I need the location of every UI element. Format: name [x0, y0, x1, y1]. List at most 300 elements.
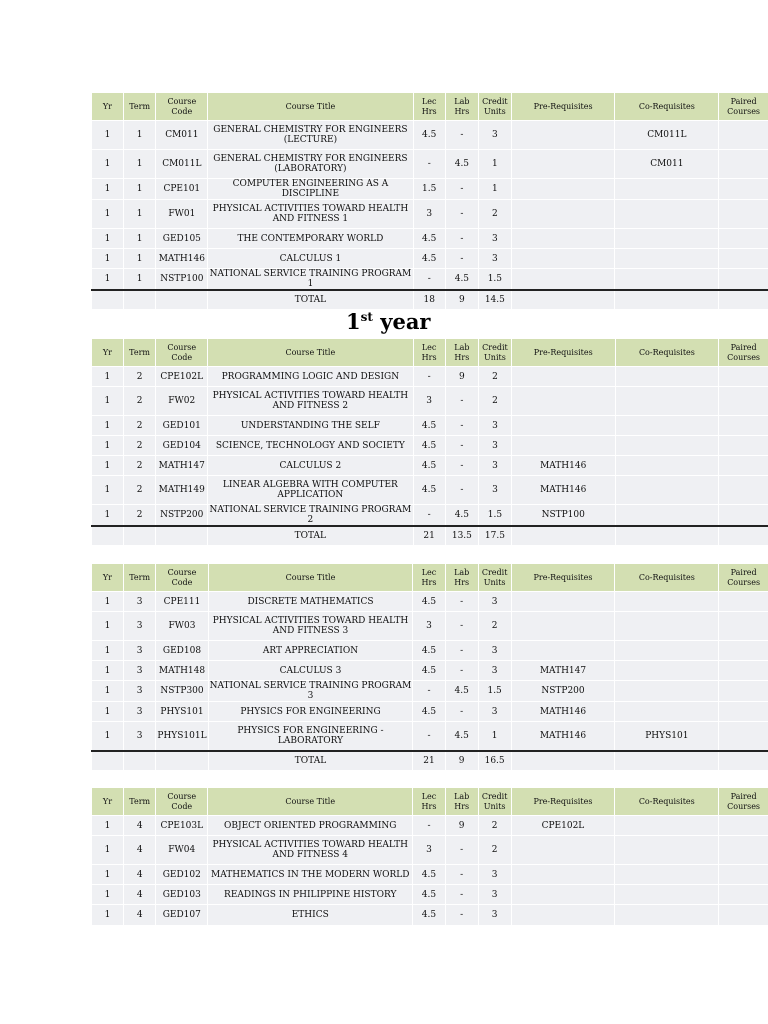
cell-lec: - — [413, 816, 445, 836]
cell-coreq — [615, 200, 719, 229]
total-empty-cell — [615, 751, 719, 770]
table-row — [92, 702, 768, 722]
cell-paired — [719, 885, 768, 905]
total-credit: 16.5 — [478, 751, 511, 770]
cell-title: DISCRETE MATHEMATICS — [208, 592, 413, 612]
header-title: Course Title — [208, 564, 413, 592]
cell-paired — [719, 816, 768, 836]
cell-paired — [719, 836, 768, 865]
total-empty-cell — [92, 290, 124, 309]
cell-prereq — [511, 436, 615, 456]
cell-title: CALCULUS 3 — [208, 661, 413, 681]
cell-title: NATIONAL SERVICE TRAINING PROGRAM 2 — [209, 505, 412, 525]
cell-lab: - — [445, 179, 478, 200]
cell-yr: 1 — [92, 641, 124, 661]
table-row — [92, 592, 768, 612]
cell-credit: 3 — [478, 905, 511, 925]
total-empty-cell — [615, 290, 719, 309]
table-row — [92, 476, 768, 505]
header-yr: Yr — [92, 788, 124, 816]
cell-paired — [719, 905, 768, 925]
total-empty-cell — [92, 751, 124, 770]
total-empty-cell — [719, 751, 768, 770]
term-4-table — [91, 787, 768, 925]
cell-lab: - — [445, 641, 478, 661]
total-lab: 9 — [445, 751, 478, 770]
cell-lec: 4.5 — [413, 249, 445, 269]
cell-coreq: CM011 — [615, 150, 719, 179]
cell-lec: 3 — [413, 200, 445, 229]
table-row — [92, 200, 768, 229]
total-credit: 14.5 — [478, 290, 511, 309]
cell-yr: 1 — [92, 722, 124, 751]
total-row — [92, 526, 768, 545]
cell-lec: - — [413, 681, 445, 702]
cell-yr: 1 — [92, 229, 124, 249]
header-credit: Credit Units — [478, 564, 511, 592]
cell-yr: 1 — [92, 681, 124, 702]
cell-coreq — [615, 905, 719, 925]
cell-term: 4 — [123, 816, 156, 836]
cell-credit: 3 — [479, 476, 512, 505]
cell-term: 3 — [123, 641, 156, 661]
cell-code: PHYS101L — [156, 722, 208, 751]
total-empty-cell — [123, 751, 156, 770]
cell-prereq: MATH146 — [511, 476, 615, 505]
cell-lec: 4.5 — [413, 885, 445, 905]
header-prereq: Pre-Requisites — [511, 93, 615, 121]
header-row — [92, 788, 768, 816]
cell-credit: 3 — [479, 436, 512, 456]
cell-prereq — [511, 865, 615, 885]
cell-lec: 4.5 — [413, 229, 445, 249]
table-row — [92, 816, 768, 836]
cell-code: GED107 — [156, 905, 208, 925]
cell-lab: - — [445, 456, 478, 476]
table-row — [92, 269, 768, 291]
total-row — [92, 290, 768, 309]
cell-yr: 1 — [92, 121, 124, 150]
header-row — [92, 339, 768, 367]
cell-code: GED101 — [156, 416, 208, 436]
cell-prereq — [511, 592, 615, 612]
cell-yr: 1 — [92, 150, 124, 179]
header-lab: Lab Hrs — [445, 93, 478, 121]
cell-title: LINEAR ALGEBRA WITH COMPUTER APPLICATION — [208, 476, 413, 505]
cell-term: 4 — [123, 885, 156, 905]
cell-prereq — [511, 269, 615, 291]
total-empty-cell — [719, 290, 768, 309]
table-row — [92, 387, 768, 416]
cell-credit: 2 — [478, 200, 511, 229]
cell-credit: 1 — [478, 722, 511, 751]
cell-coreq — [615, 436, 719, 456]
cell-code: PHYS101 — [156, 702, 208, 722]
cell-prereq — [511, 367, 615, 387]
cell-yr: 1 — [92, 702, 124, 722]
header-lec: Lec Hrs — [413, 788, 445, 816]
cell-term: 4 — [123, 836, 156, 865]
cell-term: 1 — [123, 249, 156, 269]
header-code: Course Code — [156, 564, 208, 592]
cell-lec: 4.5 — [413, 456, 445, 476]
header-code: Course Code — [156, 788, 208, 816]
cell-title: NATIONAL SERVICE TRAINING PROGRAM 3 — [209, 681, 412, 701]
cell-lec: 4.5 — [413, 865, 445, 885]
cell-paired — [719, 150, 768, 179]
cell-term: 3 — [123, 681, 156, 702]
cell-title: PHYSICAL ACTIVITIES TOWARD HEALTH AND FITNESS 2 — [208, 387, 413, 416]
cell-lab: - — [445, 905, 478, 925]
cell-code: GED105 — [156, 229, 208, 249]
cell-lec: 4.5 — [413, 905, 445, 925]
header-title: Course Title — [208, 788, 413, 816]
cell-lec: 4.5 — [413, 592, 445, 612]
cell-term: 1 — [123, 179, 156, 200]
cell-paired — [719, 436, 768, 456]
cell-lec: 4.5 — [413, 476, 445, 505]
cell-code: MATH148 — [156, 661, 208, 681]
cell-credit: 2 — [479, 387, 512, 416]
total-row — [92, 751, 768, 770]
header-lec: Lec Hrs — [413, 339, 445, 367]
cell-coreq — [615, 416, 719, 436]
table-row — [92, 249, 768, 269]
cell-prereq — [511, 416, 615, 436]
cell-coreq — [615, 592, 719, 612]
cell-paired — [719, 269, 768, 291]
cell-credit: 1 — [478, 150, 511, 179]
total-empty-cell — [719, 526, 768, 545]
total-lec: 18 — [413, 290, 445, 309]
cell-paired — [719, 179, 768, 200]
cell-yr: 1 — [92, 865, 124, 885]
cell-lec: - — [413, 150, 445, 179]
cell-paired — [719, 367, 768, 387]
cell-title: PHYSICAL ACTIVITIES TOWARD HEALTH AND FITNESS 1 — [208, 200, 413, 229]
total-empty-cell — [511, 526, 615, 545]
cell-paired — [719, 865, 768, 885]
header-paired: Paired Courses — [719, 339, 768, 367]
cell-lab: 4.5 — [445, 150, 478, 179]
cell-prereq: CPE102L — [511, 816, 615, 836]
cell-credit: 3 — [478, 229, 511, 249]
cell-lab: - — [445, 702, 478, 722]
cell-term: 3 — [123, 612, 156, 641]
cell-lab: - — [445, 661, 478, 681]
cell-term: 4 — [123, 865, 156, 885]
cell-lab: - — [445, 436, 478, 456]
cell-lab: - — [445, 476, 478, 505]
cell-lab: - — [445, 885, 478, 905]
cell-paired — [719, 592, 768, 612]
cell-lec: - — [413, 269, 445, 291]
cell-coreq — [615, 367, 719, 387]
cell-coreq — [615, 885, 719, 905]
table-row — [92, 179, 768, 200]
header-coreq: Co-Requisites — [615, 788, 719, 816]
cell-term: 2 — [123, 476, 155, 505]
cell-lec: - — [413, 505, 445, 527]
cell-code: FW02 — [156, 387, 208, 416]
cell-term: 1 — [123, 229, 156, 249]
cell-coreq — [615, 641, 719, 661]
cell-coreq: CM011L — [615, 121, 719, 150]
cell-lec: 4.5 — [413, 702, 445, 722]
cell-code: FW03 — [156, 612, 208, 641]
cell-prereq — [511, 249, 615, 269]
cell-term: 2 — [123, 456, 155, 476]
cell-prereq: MATH146 — [511, 722, 615, 751]
total-lab: 9 — [445, 290, 478, 309]
table-row — [92, 612, 768, 641]
cell-code: FW04 — [156, 836, 208, 865]
cell-term: 2 — [123, 416, 155, 436]
total-empty-cell — [156, 290, 208, 309]
cell-credit: 1.5 — [478, 681, 511, 702]
term-3-table — [91, 563, 768, 770]
cell-credit: 2 — [478, 836, 511, 865]
cell-lab: - — [445, 592, 478, 612]
cell-prereq — [511, 150, 615, 179]
cell-yr: 1 — [92, 367, 124, 387]
cell-lab: - — [445, 836, 478, 865]
cell-paired — [719, 612, 768, 641]
header-title: Course Title — [208, 93, 413, 121]
cell-credit: 3 — [478, 249, 511, 269]
cell-code: FW01 — [156, 200, 208, 229]
cell-code: GED103 — [156, 885, 208, 905]
total-empty-cell — [123, 526, 155, 545]
cell-term: 3 — [123, 661, 156, 681]
table-row — [92, 150, 768, 179]
cell-code: NSTP200 — [156, 505, 208, 527]
cell-coreq — [615, 661, 719, 681]
term-1-table — [91, 92, 768, 309]
cell-yr: 1 — [92, 836, 124, 865]
cell-prereq — [511, 121, 615, 150]
total-credit: 17.5 — [479, 526, 512, 545]
cell-term: 1 — [123, 121, 156, 150]
header-lab: Lab Hrs — [445, 339, 478, 367]
cell-title: PHYSICAL ACTIVITIES TOWARD HEALTH AND FITNESS 3 — [208, 612, 413, 641]
cell-title: MATHEMATICS IN THE MODERN WORLD — [208, 865, 413, 885]
cell-term: 1 — [123, 269, 156, 291]
cell-term: 2 — [123, 436, 155, 456]
cell-paired — [719, 702, 768, 722]
cell-code: GED108 — [156, 641, 208, 661]
cell-coreq — [615, 456, 719, 476]
cell-lec: 4.5 — [413, 436, 445, 456]
cell-credit: 1 — [478, 179, 511, 200]
cell-yr: 1 — [92, 387, 124, 416]
header-credit: Credit Units — [478, 788, 511, 816]
cell-term: 1 — [123, 200, 156, 229]
cell-yr: 1 — [92, 456, 124, 476]
cell-prereq — [511, 200, 615, 229]
header-lec: Lec Hrs — [413, 564, 445, 592]
header-prereq: Pre-Requisites — [511, 339, 615, 367]
cell-prereq: MATH147 — [511, 661, 615, 681]
cell-yr: 1 — [92, 905, 124, 925]
cell-term: 1 — [123, 150, 156, 179]
cell-credit: 3 — [478, 865, 511, 885]
cell-yr: 1 — [92, 249, 124, 269]
header-term: Term — [123, 339, 155, 367]
cell-yr: 1 — [92, 505, 124, 527]
total-empty-cell — [511, 290, 615, 309]
header-paired: Paired Courses — [719, 564, 768, 592]
cell-paired — [719, 641, 768, 661]
total-empty-cell — [511, 751, 615, 770]
cell-coreq — [615, 476, 719, 505]
cell-coreq — [615, 816, 719, 836]
header-credit: Credit Units — [479, 339, 512, 367]
cell-credit: 2 — [478, 816, 511, 836]
cell-credit: 2 — [479, 367, 512, 387]
cell-yr: 1 — [92, 592, 124, 612]
cell-coreq — [615, 702, 719, 722]
cell-lec: 4.5 — [413, 121, 445, 150]
cell-credit: 3 — [478, 702, 511, 722]
cell-code: NSTP300 — [156, 681, 208, 702]
cell-term: 2 — [123, 367, 155, 387]
cell-prereq — [511, 641, 615, 661]
cell-term: 3 — [123, 592, 156, 612]
table-row — [92, 681, 768, 702]
cell-lab: - — [445, 200, 478, 229]
cell-title: THE CONTEMPORARY WORLD — [208, 229, 413, 249]
header-title: Course Title — [208, 339, 413, 367]
cell-coreq — [615, 229, 719, 249]
cell-title: CALCULUS 1 — [208, 249, 413, 269]
cell-coreq — [615, 387, 719, 416]
header-row — [92, 564, 768, 592]
cell-lec: 4.5 — [413, 416, 445, 436]
cell-yr: 1 — [92, 661, 124, 681]
cell-lec: 4.5 — [413, 641, 445, 661]
cell-term: 3 — [123, 702, 156, 722]
cell-title: SCIENCE, TECHNOLOGY AND SOCIETY — [208, 436, 413, 456]
cell-paired — [719, 249, 768, 269]
cell-lab: - — [445, 249, 478, 269]
cell-title: PHYSICAL ACTIVITIES TOWARD HEALTH AND FITNESS 4 — [208, 836, 413, 865]
cell-code: CPE101 — [156, 179, 208, 200]
cell-yr: 1 — [92, 476, 124, 505]
year-ordinal-suffix: st — [360, 310, 373, 324]
cell-lab: 9 — [445, 367, 478, 387]
header-row — [92, 93, 768, 121]
header-yr: Yr — [92, 339, 124, 367]
cell-term: 4 — [123, 905, 156, 925]
cell-yr: 1 — [92, 436, 124, 456]
cell-coreq — [615, 505, 719, 527]
table-row — [92, 229, 768, 249]
cell-yr: 1 — [92, 269, 124, 291]
cell-paired — [719, 387, 768, 416]
cell-coreq — [615, 269, 719, 291]
cell-title: NATIONAL SERVICE TRAINING PROGRAM 1 — [209, 269, 412, 289]
cell-coreq — [615, 249, 719, 269]
header-credit: Credit Units — [478, 93, 511, 121]
cell-paired — [719, 229, 768, 249]
cell-yr: 1 — [92, 885, 124, 905]
header-coreq: Co-Requisites — [615, 93, 719, 121]
header-yr: Yr — [92, 564, 124, 592]
cell-title: READINGS IN PHILIPPINE HISTORY — [208, 885, 413, 905]
cell-title: COMPUTER ENGINEERING AS A DISCIPLINE — [208, 179, 413, 200]
header-term: Term — [123, 93, 156, 121]
total-empty-cell — [156, 751, 208, 770]
cell-yr: 1 — [92, 179, 124, 200]
table-row — [92, 121, 768, 150]
term-2-table — [91, 338, 768, 545]
cell-yr: 1 — [92, 816, 124, 836]
cell-code: MATH149 — [156, 476, 208, 505]
cell-credit: 3 — [479, 416, 512, 436]
total-lec: 21 — [413, 751, 445, 770]
cell-title: UNDERSTANDING THE SELF — [208, 416, 413, 436]
cell-prereq — [511, 885, 615, 905]
cell-term: 2 — [123, 505, 155, 527]
table-row — [92, 456, 768, 476]
cell-credit: 3 — [478, 121, 511, 150]
cell-code: CM011 — [156, 121, 208, 150]
total-label: TOTAL — [208, 751, 413, 770]
cell-prereq — [511, 179, 615, 200]
cell-lec: 4.5 — [413, 661, 445, 681]
cell-coreq — [615, 836, 719, 865]
cell-yr: 1 — [92, 612, 124, 641]
cell-credit: 3 — [478, 661, 511, 681]
table-row — [92, 367, 768, 387]
cell-title: ETHICS — [208, 905, 413, 925]
cell-credit: 1.5 — [478, 269, 511, 291]
cell-prereq: MATH146 — [511, 456, 615, 476]
cell-lab: 9 — [445, 816, 478, 836]
cell-lab: - — [445, 865, 478, 885]
table-row — [92, 436, 768, 456]
total-empty-cell — [92, 526, 124, 545]
total-lab: 13.5 — [445, 526, 478, 545]
header-paired: Paired Courses — [719, 93, 768, 121]
total-empty-cell — [615, 526, 719, 545]
cell-code: NSTP100 — [156, 269, 208, 291]
cell-prereq: MATH146 — [511, 702, 615, 722]
cell-prereq — [511, 836, 615, 865]
header-prereq: Pre-Requisites — [511, 564, 615, 592]
total-label: TOTAL — [208, 290, 413, 309]
table-row — [92, 661, 768, 681]
cell-title: OBJECT ORIENTED PROGRAMMING — [208, 816, 413, 836]
table-row — [92, 885, 768, 905]
table-row — [92, 505, 768, 527]
cell-title: CALCULUS 2 — [208, 456, 413, 476]
cell-lab: - — [445, 229, 478, 249]
cell-title: PHYSICS FOR ENGINEERING — [208, 702, 413, 722]
cell-yr: 1 — [92, 200, 124, 229]
cell-lab: 4.5 — [445, 505, 478, 527]
total-lec: 21 — [413, 526, 445, 545]
cell-lec: 3 — [413, 836, 445, 865]
cell-code: CPE111 — [156, 592, 208, 612]
table-row — [92, 905, 768, 925]
cell-code: MATH146 — [156, 249, 208, 269]
cell-lab: - — [445, 416, 478, 436]
cell-credit: 3 — [478, 641, 511, 661]
cell-title: ART APPRECIATION — [208, 641, 413, 661]
cell-lec: 3 — [413, 612, 445, 641]
